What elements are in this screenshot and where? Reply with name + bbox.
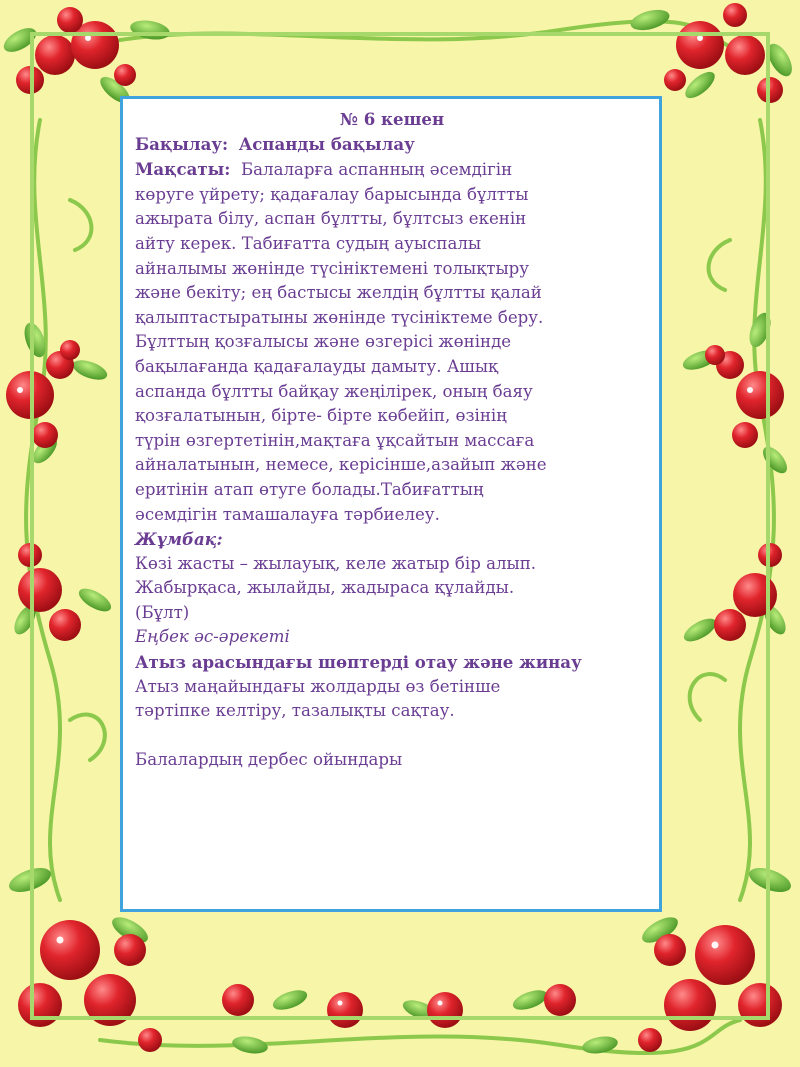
labor-line: тәртіпке келтіру, тазалықты сақтау. [135, 701, 455, 721]
content-panel [120, 96, 662, 912]
goal-text-line: әсемдігін тамашалауға тәрбиелеу. [135, 504, 440, 524]
observation-label: Бақылау: [135, 133, 229, 154]
goal-text-line: Бұлттың қозғалысы және өзгерісі жөнінде [135, 332, 512, 352]
free-play-line: Балалардың дербес ойындары [135, 750, 403, 770]
goal-text-line: айту керек. Табиғатта судың ауыспалы [135, 233, 482, 253]
goal-text-line: көруге үйрету; қадағалау барысында бұлтты [135, 184, 529, 204]
goal-text-line: айналатынын, немесе, керісінше,азайып және [135, 455, 547, 475]
goal-text-line: аспанда бұлтты байқау жеңілірек, оның баяу [135, 381, 533, 401]
labor-label: Еңбек әс-әрекеті [135, 627, 290, 647]
goal-text-line: Балаларға аспанның әсемдігін [240, 160, 513, 180]
riddle-answer: (Бұлт) [135, 602, 190, 622]
observation-value: Аспанды бақылау [238, 133, 415, 154]
goal-text-line: еритінін атап өтуге болады.Табиғаттың [135, 479, 484, 499]
riddle-line: Көзі жасты – жылауық, келе жатыр бір алып. [135, 553, 537, 573]
goal-line [135, 157, 649, 183]
riddle-line: Жабырқаса, жылайды, жадыраса құлайды. [135, 578, 515, 598]
spacer [135, 724, 649, 749]
goal-label: Мақсаты: [135, 159, 231, 180]
labor-title: Атыз арасындағы шөптерді отау және жинау [135, 652, 582, 673]
goal-text-line: айналымы жөнінде түсініктемені толықтыру [135, 258, 530, 278]
goal-text-line: қалыптастыратыны жөнінде түсініктеме беру. [135, 307, 544, 327]
riddle-label: Жұмбақ: [135, 529, 223, 550]
goal-text-line: ажырата білу, аспан бұлтты, бұлтсыз екенін [135, 209, 527, 229]
goal-text-line: бақылағанда қадағалауды дамыту. Ашық [135, 356, 499, 376]
document-heading: № 6 кешен [339, 109, 445, 129]
goal-text-line: түрін өзгертетінін,мақтаға ұқсайтын массаға [135, 430, 535, 450]
observation-line [135, 132, 649, 158]
goal-text-line: және бекіту; ең бастысы желдің бұлтты қалай [135, 283, 542, 303]
labor-line: Атыз маңайындағы жолдарды өз бетінше [135, 676, 501, 696]
goal-text-line: қозғалатынын, бірте- бірте көбейіп, өзінің [135, 406, 507, 426]
